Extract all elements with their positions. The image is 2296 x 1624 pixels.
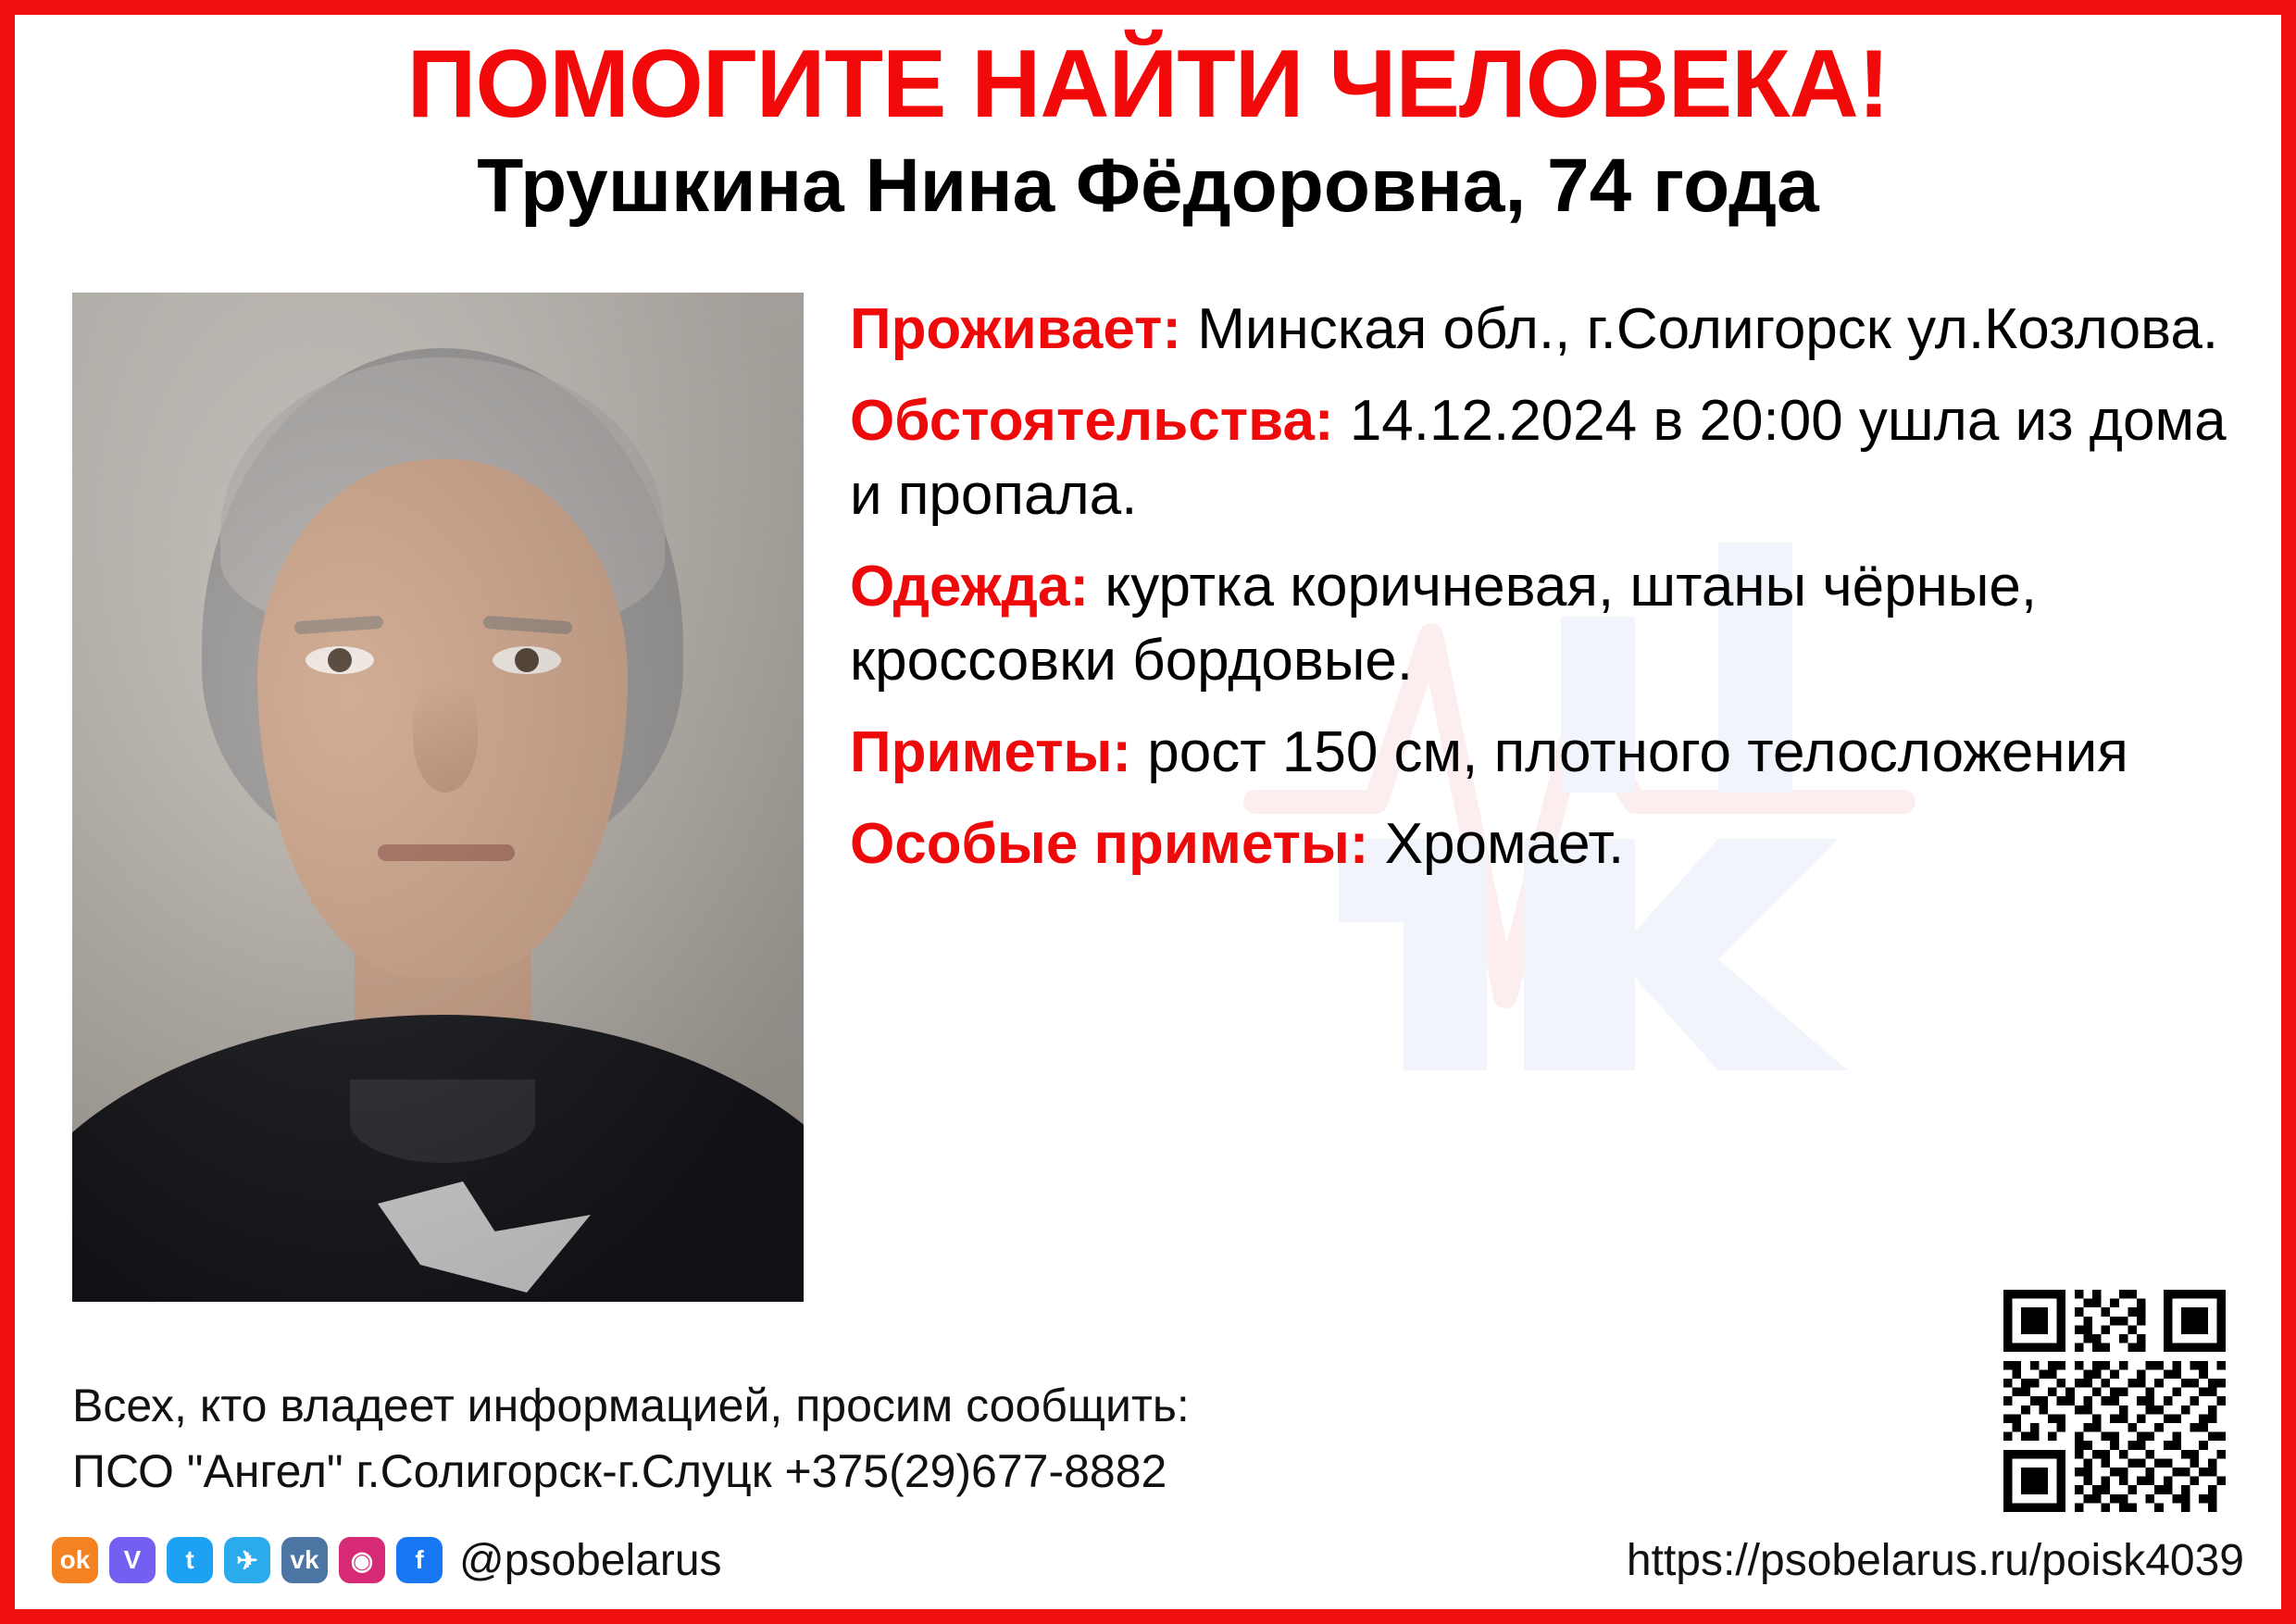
facebook-icon[interactable]: f [396,1537,443,1583]
detail-circumstances-label: Обстоятельства: [850,388,1334,453]
details-list [850,293,2244,898]
instagram-icon[interactable]: ◉ [339,1537,385,1583]
vk-icon[interactable]: vk [281,1537,328,1583]
detail-special-features [850,807,2244,882]
twitter-icon[interactable]: t [167,1537,213,1583]
detail-circumstances-value: 14.12.2024 в 20:00 ушла из дома и пропала. [850,388,2227,528]
subject-name: Трушкина Нина Фёдоровна, 74 года [477,144,1819,229]
detail-features-label: Приметы: [850,719,1132,784]
odnoklassniki-icon[interactable]: ok [52,1537,98,1583]
qr-code[interactable] [2003,1290,2226,1512]
detail-features-value: рост 150 см, плотного телосложения [1147,719,2128,784]
detail-residence [850,293,2244,368]
detail-residence-value: Минская обл., г.Солигорск ул.Козлова. [1197,297,2219,361]
detail-circumstances [850,384,2244,533]
detail-features [850,716,2244,791]
social-handle[interactable]: @psobelarus [459,1535,722,1585]
telegram-icon[interactable]: ✈ [224,1537,270,1583]
social-icons [52,1537,443,1583]
website-url[interactable]: https://psobelarus.ru/poisk4039 [1626,1535,2244,1585]
photo-container [72,293,804,1302]
contact-block [72,1378,1924,1509]
person-photo [72,293,804,1302]
detail-residence-label: Проживает: [850,297,1182,361]
detail-special-features-value: Хромает. [1384,811,1625,876]
contact-line-2: ПСО "Ангел" г.Солигорск-г.Слуцк +375(29)677-8882 [72,1445,1167,1497]
detail-clothing-label: Одежда: [850,554,1090,618]
page-title: ПОМОГИТЕ НАЙТИ ЧЕЛОВЕКА! [406,31,1890,138]
detail-special-features-label: Особые приметы: [850,811,1369,876]
detail-clothing-value: куртка коричневая, штаны чёрные, кроссовки бордовые. [850,554,2038,693]
contact-line-1: Всех, кто владеет информацией, просим сообщить: [72,1380,1190,1431]
poster-content [15,293,2281,1302]
viber-icon[interactable]: V [109,1537,156,1583]
detail-clothing [850,550,2244,699]
social-bar [30,1526,2266,1594]
